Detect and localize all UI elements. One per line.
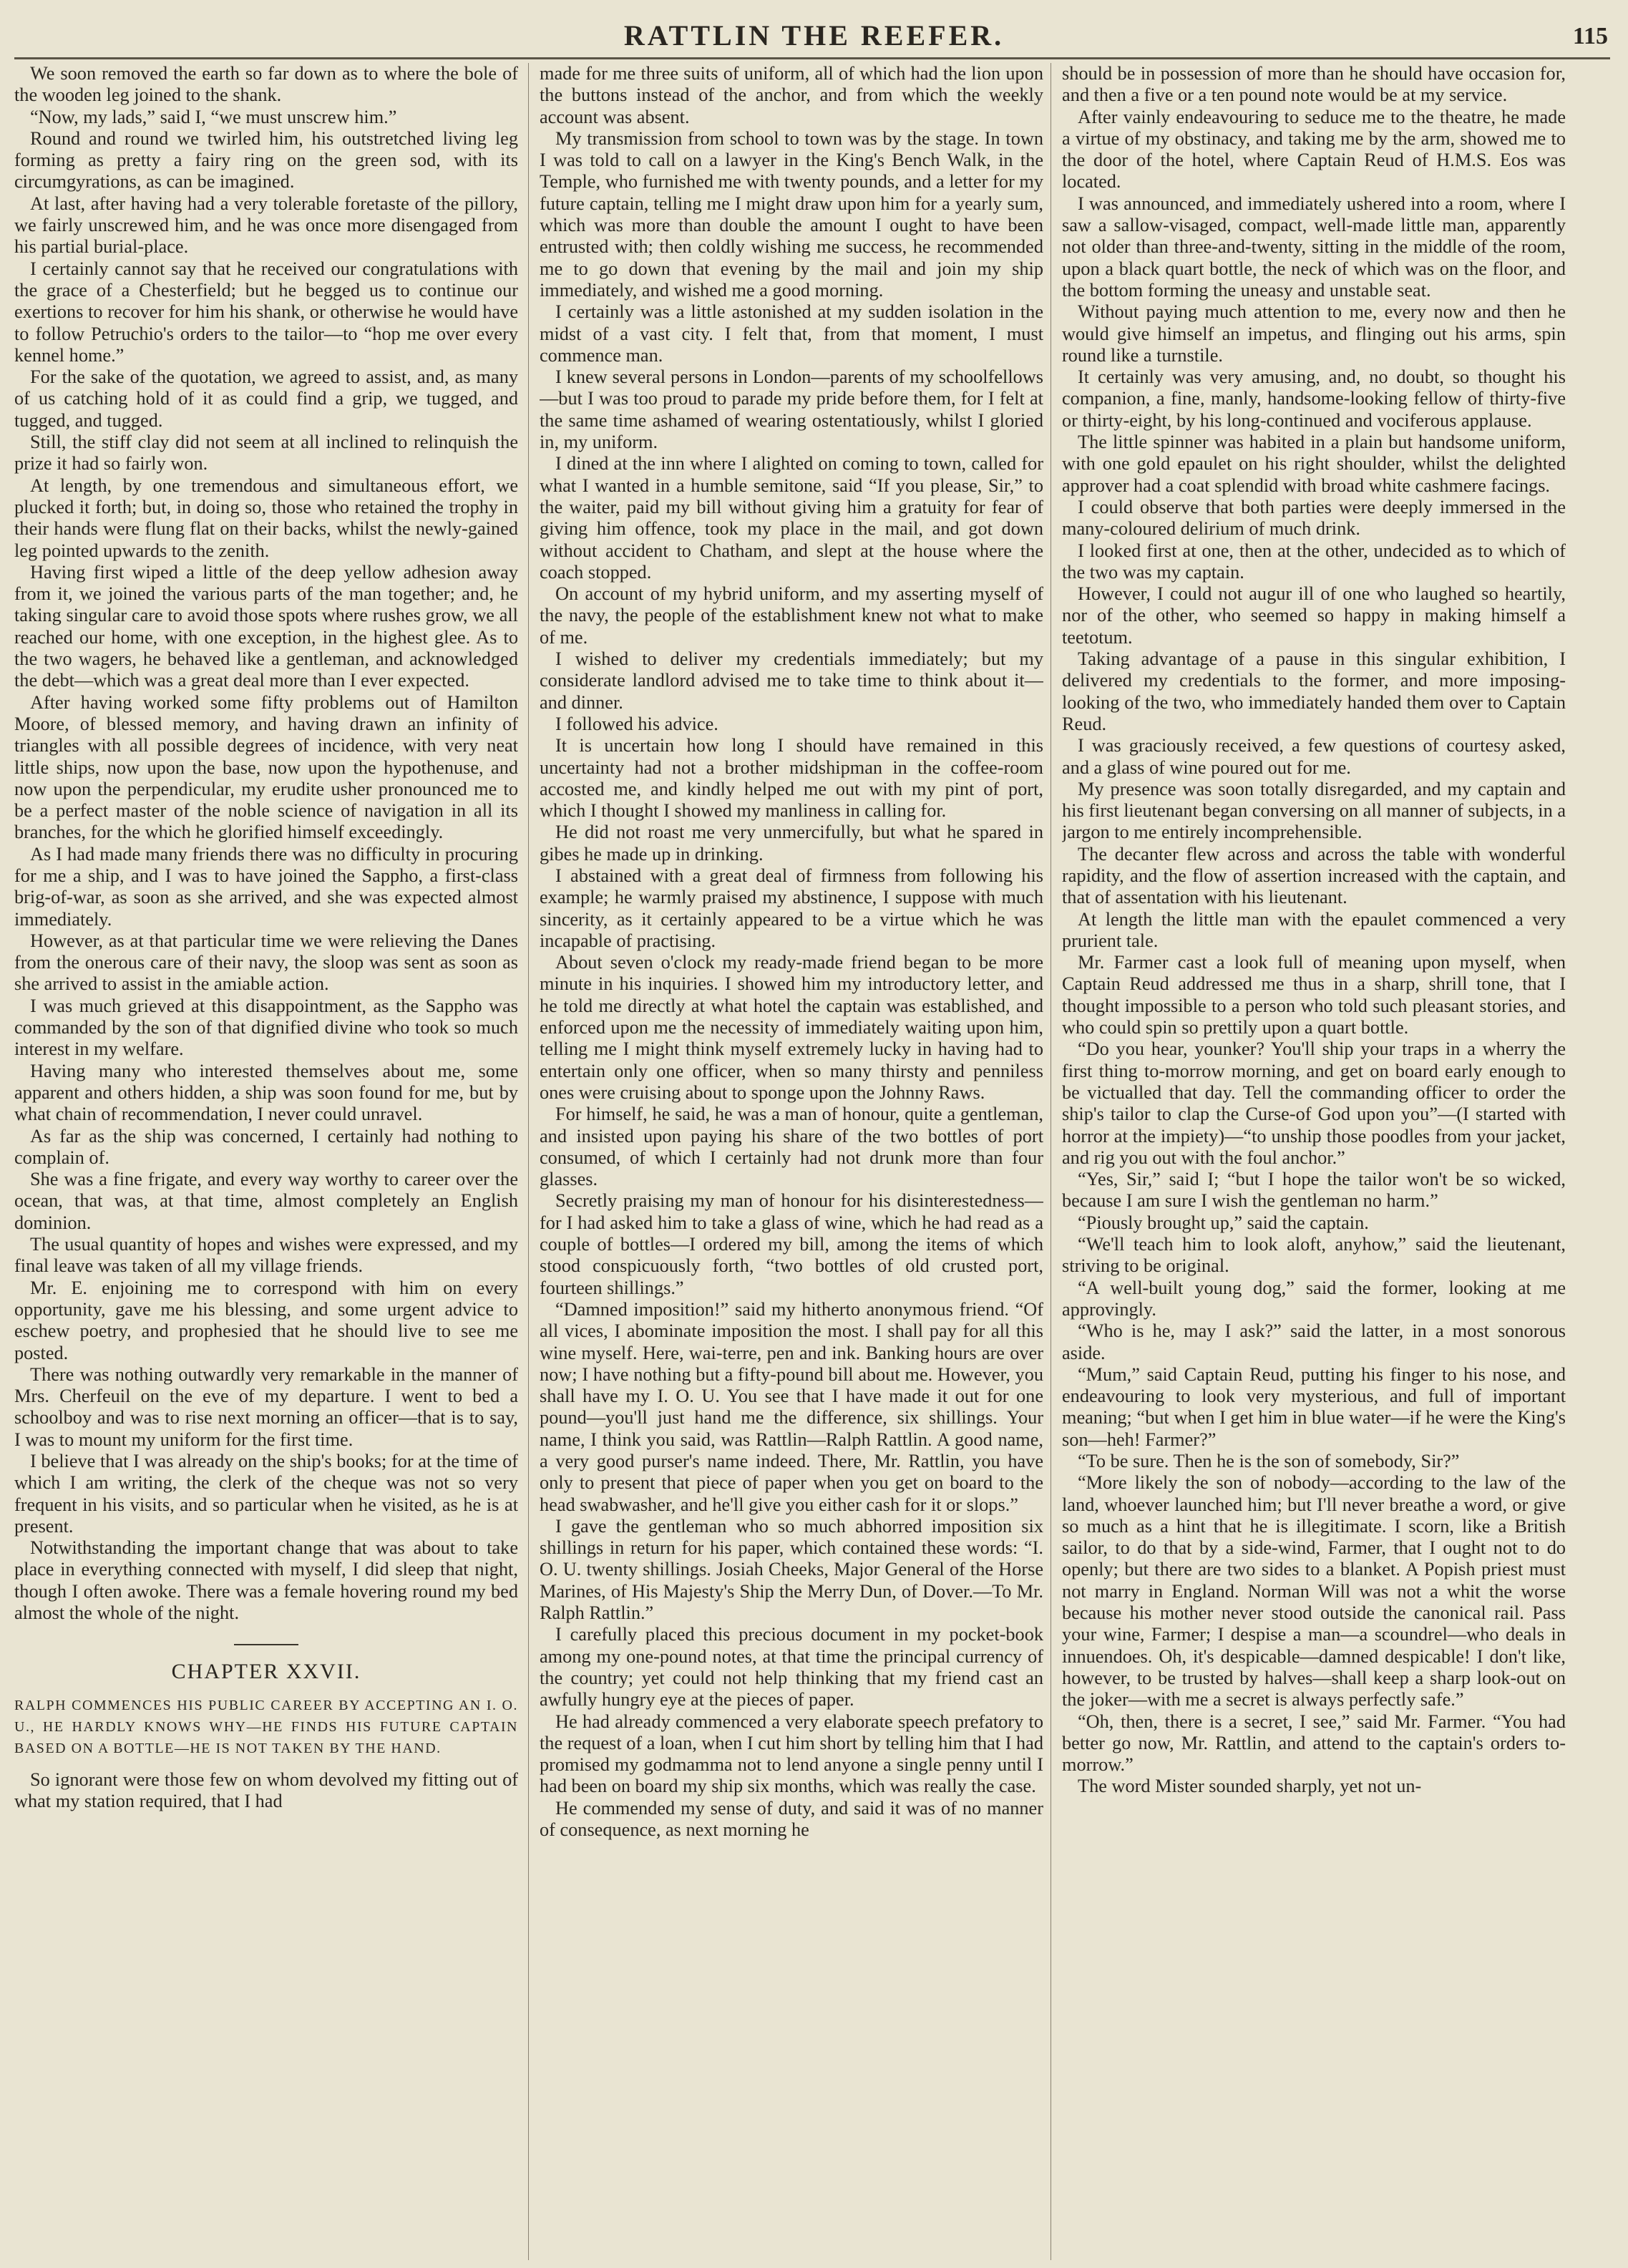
paragraph: At length the little man with the epaulet commenced a very prurient tale.: [1062, 908, 1566, 951]
paragraph: Having first wiped a little of the deep yellow adhesion away from it, we joined the various parts of the man together; and, he taking singular care to avoid those spots where rushes grow, we all reached our home, with one exception, in the highest glee. As to the two wagers, he behaved like a gentleman, and acknowledged the debt—which was a great deal more than I ever expected.: [14, 561, 518, 691]
paragraph: I was much grieved at this disappointment, as the Sappho was commanded by the son of that dignified divine who took so much interest in my welfare.: [14, 995, 518, 1060]
paragraph: I certainly was a little astonished at my sudden isolation in the midst of a vast city. I felt that, from that moment, I must commence man.: [540, 301, 1043, 366]
paragraph: I abstained with a great deal of firmness from following his example; he warmly praised my abstinence, I suppose with much sincerity, as it certainly appeared to be a virtue which he was incapable of practising.: [540, 865, 1043, 951]
paragraph: made for me three suits of uniform, all of which had the lion upon the buttons instead of the anchor, and from which the weekly account was absent.: [540, 63, 1043, 127]
paragraph: I looked first at one, then at the other, undecided as to which of the two was my captain.: [1062, 540, 1566, 583]
paragraph: I believe that I was already on the ship's books; for at the time of which I am writing, the clerk of the cheque was not so very frequent in his visits, and so particular when he visited, as he is at present.: [14, 1451, 518, 1537]
paragraph: As far as the ship was concerned, I certainly had nothing to complain of.: [14, 1125, 518, 1168]
paragraph: My presence was soon totally disregarded, and my captain and his first lieutenant began conversing on all manner of subjects, in a jargon to me entirely incomprehensible.: [1062, 778, 1566, 843]
paragraph: Without paying much attention to me, every now and then he would give himself an impetus, and flinging out his arms, spin round like a turnstile.: [1062, 301, 1566, 366]
chapter-summary: RALPH COMMENCES HIS PUBLIC CAREER BY ACCEPTING AN I. O. U., HE HARDLY KNOWS WHY—HE FINDS HIS FUTURE CAPTAIN BASED ON A BOTTLE—HE IS NOT TAKEN BY THE HAND.: [14, 1697, 518, 1756]
chapter-heading: CHAPTER XXVII.: [171, 1660, 361, 1684]
paragraph: For the sake of the quotation, we agreed to assist, and, as many of us catching hold of it as could find a grip, we tugged, and tugged, and tugged.: [14, 366, 518, 431]
paragraph: “Now, my lads,” said I, “we must unscrew him.”: [30, 106, 397, 127]
running-title: RATTLIN THE REEFER.: [623, 19, 1005, 52]
paragraph: It certainly was very amusing, and, no doubt, so thought his companion, a fine, manly, handsome-looking fellow of thirty-five or thirty-eight, by his long-continued and vociferous applause.: [1062, 366, 1566, 431]
paragraph: Taking advantage of a pause in this singular exhibition, I delivered my credentials to the former, and more imposing-looking of the two, who immediately handed them over to Captain Reud.: [1062, 648, 1566, 734]
paragraph: At last, after having had a very tolerable foretaste of the pillory, we fairly unscrewed him, and he was once more disengaged from his partial burial-place.: [14, 193, 518, 258]
paragraph: We soon removed the earth so far down as to where the bole of the wooden leg joined to the shank.: [14, 63, 518, 106]
column-rule: [528, 63, 529, 2260]
paragraph: “Do you hear, younker? You'll ship your traps in a wherry the first thing to-morrow morning, and get on board early enough to be victualled that day. Tell the commanding officer to order the ship's tailor to clap the Curse-of God upon you”—(I started with horror at the impiety)—“to unship those poodles from your jacket, and rig you out with the foul anchor.”: [1062, 1038, 1566, 1168]
paragraph: I certainly cannot say that he received our congratulations with the grace of a Chesterfield; but he begged us to continue our exertions to recover for him his shank, or otherwise he would have to follow Petruchio's orders to the tailor—to “hop me over every kennel home.”: [14, 258, 518, 366]
header-rule: [14, 57, 1610, 59]
paragraph: At length, by one tremendous and simultaneous effort, we plucked it forth; but, in doing so, those who retained the trophy in their hands were flung flat on their backs, whilst the newly-gained leg pointed upwards to the zenith.: [14, 474, 518, 561]
chapter-ornament-rule: [234, 1644, 298, 1645]
paragraph: Mr. E. enjoining me to correspond with him on every opportunity, gave me his blessing, and some urgent advice to eschew poetry, and prophesied that he should live to see me posted.: [14, 1277, 518, 1363]
paragraph: After vainly endeavouring to seduce me to the theatre, he made a virtue of my obstinacy, and taking me by the arm, showed me to the door of the hotel, where Captain Reud of H.M.S. Eos was located.: [1062, 106, 1566, 193]
paragraph: “Who is he, may I ask?” said the latter, in a most sonorous aside.: [1062, 1320, 1566, 1363]
paragraph: I was announced, and immediately ushered into a room, where I saw a sallow-visaged, compact, well-made little man, apparently not older than three-and-twenty, sitting in the middle of the room, upon a black quart bottle, the neck of which was on the floor, and the bottom forming the uneasy and unstable seat.: [1062, 193, 1566, 301]
paragraph: Mr. Farmer cast a look full of meaning upon myself, when Captain Reud addressed me thus in a sharp, shrill tone, that I thought impossible to a person who told such pleasant stories, and who could spin so prettily upon a quart bottle.: [1062, 952, 1566, 1038]
paragraph: I dined at the inn where I alighted on coming to town, called for what I wanted in a humble semitone, said “If you please, Sir,” to the waiter, paid my bill without giving him a gratuity for fear of giving him offence, took my place in the mail, and got down without accident to Chatham, and slept at the house where the coach stopped.: [540, 453, 1043, 583]
paragraph: “A well-built young dog,” said the former, looking at me approvingly.: [1062, 1277, 1566, 1320]
paragraph: My transmission from school to town was by the stage. In town I was told to call on a lawyer in the King's Bench Walk, in the Temple, who furnished me with twenty pounds, and a letter for my future captain, telling me I might draw upon him for a yearly sum, which was more than double the amount I ought to have been entrusted with; then coldly wishing me success, he recommended me to go down that evening by the mail and join my ship immediately, and wished me a good morning.: [540, 127, 1043, 301]
paragraph: It is uncertain how long I should have remained in this uncertainty had not a brother midshipman in the coffee-room accosted me, and kindly helped me out with my pint of port, which I thought I showed my manliness in calling for.: [540, 735, 1043, 822]
paragraph: Having many who interested themselves about me, some apparent and others hidden, a ship was soon found for me, but by what chain of recommendation, I never could unravel.: [14, 1060, 518, 1125]
paragraph: I carefully placed this precious document in my pocket-book among my one-pound notes, at that time the principal currency of the country; yet could not help thinking that my friend cast an awfully hungry eye at the pieces of paper.: [540, 1624, 1043, 1710]
paragraph: He commended my sense of duty, and said it was of no manner of consequence, as next morning he: [540, 1797, 1043, 1841]
paragraph: The usual quantity of hopes and wishes were expressed, and my final leave was taken of all my village friends.: [14, 1234, 518, 1277]
paragraph: I was graciously received, a few questions of courtesy asked, and a glass of wine poured out for me.: [1062, 735, 1566, 778]
paragraph: Still, the stiff clay did not seem at all inclined to relinquish the prize it had so fairly won.: [14, 432, 518, 474]
paragraph: As I had made many friends there was no difficulty in procuring for me a ship, and I was to have joined the Sappho, a first-class brig-of-war, as soon as she arrived, and she was expected almost immediately.: [14, 843, 518, 930]
paragraph: For himself, he said, he was a man of honour, quite a gentleman, and insisted upon paying his share of the two bottles of port consumed, of which I certainly had not drunk more than four glasses.: [540, 1104, 1043, 1190]
paragraph: “Mum,” said Captain Reud, putting his finger to his nose, and endeavouring to look very mysterious, and full of important meaning; “but when I get him in blue water—if he were the King's son—heh! Farmer?”: [1062, 1363, 1566, 1450]
paragraph: “Damned imposition!” said my hitherto anonymous friend. “Of all vices, I abominate imposition the most. I shall pay for all this wine myself. Here, wai-terre, pen and ink. Banking hours are over now; I have nothing but a fifty-pound bill about me. However, you shall have my I. O. U. You see that I have made it out for one pound—you'll just hand me the difference, six shillings. Your name, I think you said, was Rattlin—Ralph Rattlin. A good name, a very good purser's name indeed. There, Mr. Rattlin, you have only to present that piece of paper when you get on board to the head swabwasher, and he'll give you either cash for it or slops.”: [540, 1298, 1043, 1515]
paragraph: I could observe that both parties were deeply immersed in the many-coloured delirium of much drink.: [1062, 496, 1566, 540]
text-column-1: [14, 63, 518, 2260]
paragraph: I gave the gentleman who so much abhorred imposition six shillings in return for his paper, which contained these words: “I. O. U. twenty shillings. Josiah Cheeks, Major General of the Horse Marines, of His Majesty's Ship the Merry Dun, of Dover.—To Mr. Ralph Rattlin.”: [540, 1515, 1043, 1624]
page-number: 115: [1572, 23, 1608, 49]
paragraph: “Piously brought up,” said the captain.: [1078, 1212, 1369, 1233]
paragraph: Round and round we twirled him, his outstretched living leg forming as pretty a fairy ring on the green sod, with its circumgyrations, as can be imagined.: [14, 127, 518, 193]
text-column-3: [1062, 63, 1566, 2260]
paragraph: He did not roast me very unmercifully, but what he spared in gibes he made up in drinking.: [540, 822, 1043, 865]
paragraph: However, I could not augur ill of one who laughed so heartily, nor of the other, who seemed so happy in making himself a teetotum.: [1062, 583, 1566, 648]
paragraph: “Oh, then, there is a secret, I see,” said Mr. Farmer. “You had better go now, Mr. Rattlin, and attend to the captain's orders to-morrow.”: [1062, 1710, 1566, 1776]
paragraph: The decanter flew across and across the table with wonderful rapidity, and the flow of assertion increased with the captain, and that of assentation with his lieutenant.: [1062, 843, 1566, 908]
paragraph: So ignorant were those few on whom devolved my fitting out of what my station required, that I had: [14, 1768, 518, 1811]
paragraph: After having worked some fifty problems out of Hamilton Moore, of blessed memory, and having drawn an infinity of triangles with all possible degrees of incidence, with very neat little ships, now upon the base, now upon the hypothenuse, and now upon the perpendicular, my erudite usher pronounced me to be a perfect master of the noble science of navigation in all its branches, for the which he glorified himself exceedingly.: [14, 691, 518, 843]
paragraph: She was a fine frigate, and every way worthy to career over the ocean, that was, at that time, almost completely an English dominion.: [14, 1169, 518, 1233]
paragraph: The little spinner was habited in a plain but handsome uniform, with one gold epaulet on his right shoulder, whilst the delighted approver had a coat splendid with broad white cashmere facings.: [1062, 432, 1566, 496]
paragraph: I knew several persons in London—parents of my schoolfellows—but I was too proud to parade my pride before them, for I felt at the same time ashamed of wearing ostentatiously, whilst I gloried in, my uniform.: [540, 366, 1043, 453]
paragraph: I followed his advice.: [555, 713, 718, 734]
paragraph: However, as at that particular time we were relieving the Danes from the onerous care of their navy, the sloop was sent as soon as she arrived to assist in the amiable action.: [14, 930, 518, 995]
paragraph: I wished to deliver my credentials immediately; but my considerate landlord advised me to take time to think about it—and dinner.: [540, 648, 1043, 713]
paragraph: He had already commenced a very elaborate speech prefatory to the request of a loan, when I cut him short by telling him that I had promised my godmamma not to lend anyone a single penny until I had been on board my ship six months, which was really the case.: [540, 1710, 1043, 1797]
paragraph: “To be sure. Then he is the son of somebody, Sir?”: [1078, 1451, 1460, 1471]
text-column-2: [540, 63, 1043, 2260]
running-head: [0, 13, 1628, 56]
paragraph: “Yes, Sir,” said I; “but I hope the tailor won't be so wicked, because I am sure I wish the gentleman no harm.”: [1062, 1169, 1566, 1212]
paragraph: Notwithstanding the important change that was about to take place in everything connected with myself, I did sleep that night, though I often awoke. There was a female hovering round my bed almost the whole of the night.: [14, 1537, 518, 1624]
paragraph: On account of my hybrid uniform, and my asserting myself of the navy, the people of the establishment knew not what to make of me.: [540, 583, 1043, 648]
paragraph: About seven o'clock my ready-made friend began to be more minute in his inquiries. I showed him my introductory letter, and he told me directly at what hotel the captain was established, and enforced upon me the necessity of immediately waiting upon him, telling me I might think myself extremely lucky in having had to entertain only one officer, when so many thirsty and penniless ones were cruising about to sponge upon the Johnny Raws.: [540, 952, 1043, 1103]
paragraph: The word Mister sounded sharply, yet not un-: [1078, 1776, 1422, 1797]
paragraph: should be in possession of more than he should have occasion for, and then a five or a ten pound note would be at my service.: [1062, 63, 1566, 106]
paragraph: “We'll teach him to look aloft, anyhow,” said the lieutenant, striving to be original.: [1062, 1234, 1566, 1277]
paragraph: “More likely the son of nobody—according to the law of the land, whoever launched him; but I'll never breathe a word, or give so much as a hint that he is illegitimate. I scorn, like a British sailor, to do that by a side-wind, Farmer, that I ought not to do openly; but there are two sides to a blanket. A Popish priest must not marry in England. Norman Will was not a whit the worse because his mother never stood outside the canonical rail. Pass your wine, Farmer; I despise a man—a scoundrel—who deals in innuendoes. Oh, it's despicable—damned despicable! I don't like, however, to be trusted by halves—shall keep a sharp look-out on the joker—with me a secret is always perfectly safe.”: [1062, 1472, 1566, 1710]
paragraph: Secretly praising my man of honour for his disinterestedness—for I had asked him to take a glass of wine, which he had read as a couple of bottles—I ordered my bill, among the items of which stood conspicuously forth, “two bottles of old crusted port, fourteen shillings.”: [540, 1190, 1043, 1298]
paragraph: There was nothing outwardly very remarkable in the manner of Mrs. Cherfeuil on the eve of my departure. I went to bed a schoolboy and was to rise next morning an officer—that is to say, I was to mount my uniform for the first time.: [14, 1363, 518, 1450]
